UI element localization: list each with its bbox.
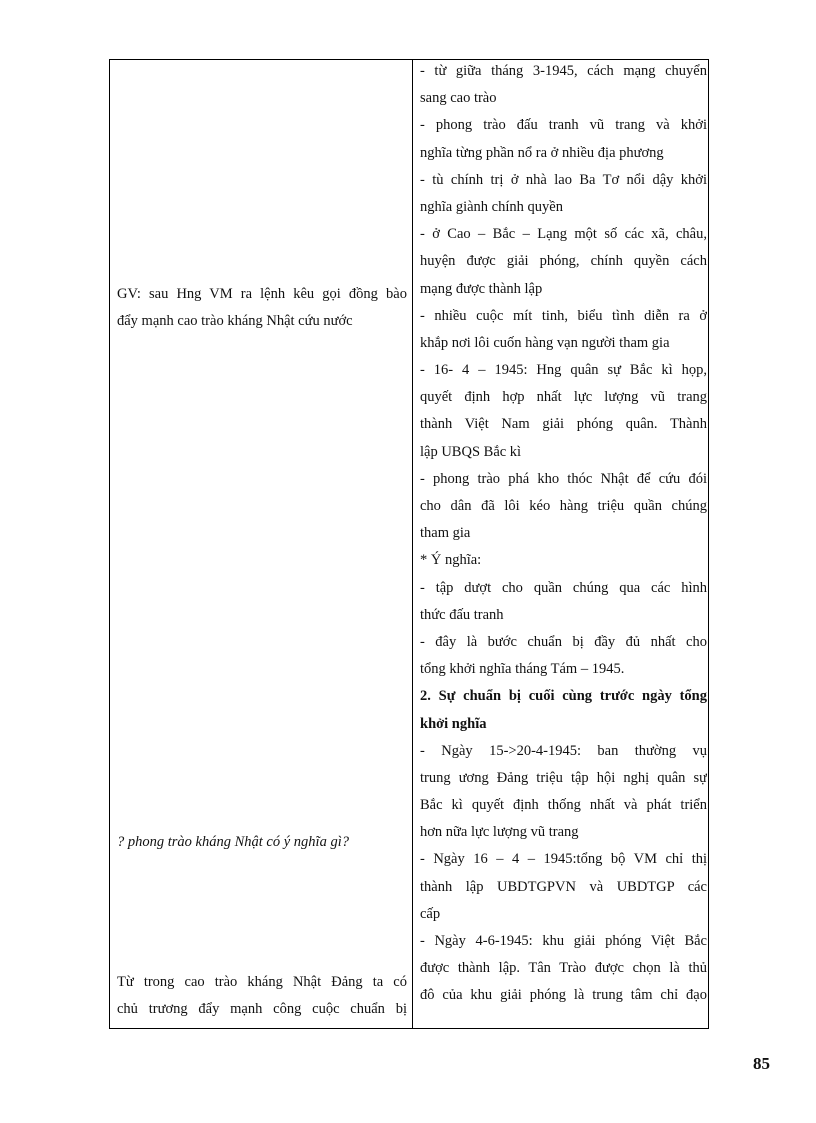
right-line: cho dân đã lôi kéo hàng triệu quần chúng [420, 498, 707, 514]
right-line: tham gia [420, 525, 471, 542]
question-line: ? phong trào kháng Nhật có ý nghĩa gì? [117, 834, 349, 850]
right-line: - nhiều cuộc mít tinh, biểu tình diễn ra ở [420, 307, 707, 324]
right-line: nghĩa giành chính quyền [420, 198, 563, 215]
right-line: - đây là bước chuẩn bị đầy đủ nhất cho [420, 633, 707, 650]
right-line: lập UBQS Bắc kì [420, 443, 522, 460]
right-line: - tập dượt cho quần chúng qua các hình [420, 579, 707, 596]
right-line: - phong trào đấu tranh vũ trang và khởi [420, 117, 707, 134]
section-heading: 2. Sự chuẩn bị cuối cùng trước ngày tổng [420, 688, 707, 705]
column-divider [412, 59, 413, 1029]
right-line: - Ngày 4-6-1945: khu giải phóng Việt Bắc [420, 933, 707, 949]
left-tu-block [117, 969, 407, 1023]
tu-line-2: chủ trương đẩy mạnh công cuộc chuẩn bị [117, 1001, 407, 1018]
right-line: mạng được thành lập [420, 280, 543, 297]
gv-line-1: GV: sau Hng VM ra lệnh kêu gọi đồng bào [117, 286, 407, 302]
right-line: đô của khu giải phóng là trung tâm chỉ đạo [420, 987, 707, 1004]
right-line: huyện được giải phóng, chính quyền cách [420, 253, 707, 270]
right-line: - Ngày 15->20-4-1945: ban thường vụ [420, 742, 707, 759]
right-content [420, 58, 707, 1010]
right-line: - ở Cao – Bắc – Lạng một số các xã, châu, [420, 226, 707, 243]
right-line: sang cao trào [420, 90, 497, 107]
right-line: khắp nơi lôi cuốn hàng vạn người tham gia [420, 334, 670, 351]
right-line: quyết định hợp nhất lực lượng vũ trang [420, 389, 707, 406]
right-line: thành lập UBDTGPVN và UBDTGP các [420, 878, 707, 895]
right-line: - từ giữa tháng 3-1945, cách mạng chuyển [420, 63, 707, 79]
right-line: thành Việt Nam giải phóng quân. Thành [420, 416, 707, 433]
tu-line-1: Từ trong cao trào kháng Nhật Đảng ta có [117, 974, 407, 990]
right-line: - phong trào phá kho thóc Nhật để cứu đói [420, 470, 707, 487]
y-nghia-heading: * Ý nghĩa: [420, 552, 482, 569]
right-line: - 16- 4 – 1945: Hng quân sự Bắc kì họp, [420, 362, 707, 379]
page-number: 85 [753, 1054, 770, 1073]
left-gv-block [117, 281, 407, 335]
right-line: trung ương Đảng triệu tập hội nghị quân sự [420, 769, 707, 786]
right-line: - tù chính trị ở nhà lao Ba Tơ nổi dậy khởi [420, 171, 707, 188]
left-question [117, 829, 407, 856]
right-line: Bắc kì quyết định thống nhất và phát triển [420, 797, 707, 814]
right-line: hơn nữa lực lượng vũ trang [420, 824, 579, 841]
right-line: nghĩa từng phần nổ ra ở nhiều địa phương [420, 144, 664, 161]
right-line: tổng khởi nghĩa tháng Tám – 1945. [420, 661, 625, 678]
section-heading: khởi nghĩa [420, 715, 487, 732]
right-line: - Ngày 16 – 4 – 1945:tổng bộ VM chỉ thị [420, 851, 707, 868]
right-line: cấp [420, 905, 441, 922]
gv-line-2: đẩy mạnh cao trào kháng Nhật cứu nước [117, 313, 353, 330]
right-line: được thành lập. Tân Trào được chọn là thủ [420, 960, 707, 977]
right-line: thức đấu tranh [420, 606, 504, 623]
